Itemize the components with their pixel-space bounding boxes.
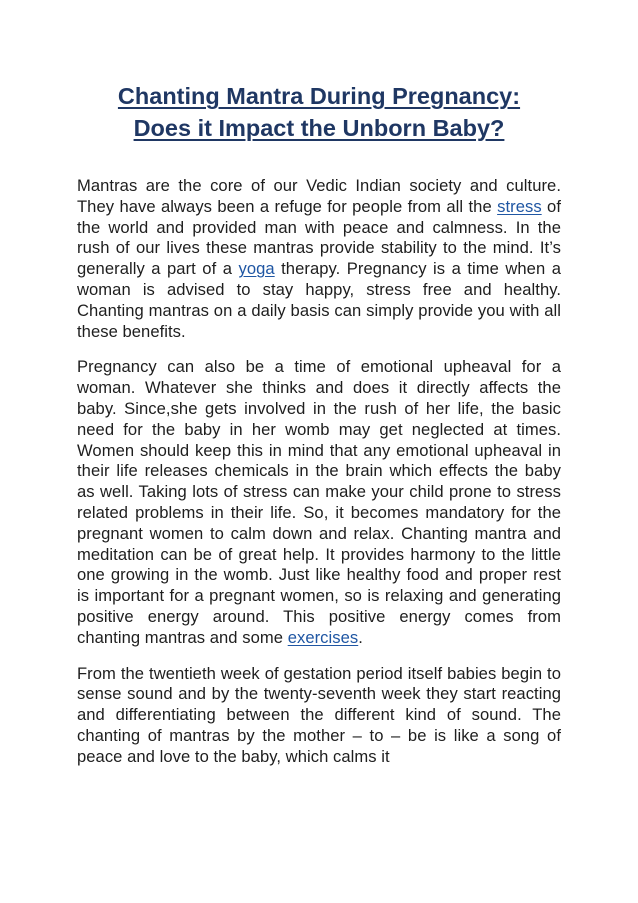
paragraph-2 [77, 357, 561, 648]
page-title-line-2: Does it Impact the Unborn Baby? [133, 115, 505, 141]
paragraph-3 [77, 664, 561, 768]
paragraph-3-text: From the twentieth week of gestation period itself babies begin to sense sound and by the twenty-seventh week they start reacting and differentiating between the different kind of sound. The chanting of mantras by the mother – to – be is like a song of peace and love to the baby, which calms it [77, 663, 561, 766]
paragraph-1-text-b: of the world and provided man with peace and calmness. In the rush of our lives these mantras provide stability to the mind. It’s generally a part of a [77, 196, 561, 279]
paragraph-1 [77, 176, 561, 342]
paragraph-2-text-a: Pregnancy can also be a time of emotional upheaval for a woman. Whatever she thinks and does it directly affects the baby. Since,she gets involved in the rush of her life, the basic need for the baby in her womb may get neglected at times. Women should keep this in mind that any emotional upheaval in their life releases chemicals in the brain which effects the baby as well. Taking lots of stress can make your child prone to stress related problems in their life. So, it becomes mandatory for the pregnant women to calm down and relax. Chanting mantra and meditation can be of great help. It provides harmony to the little one growing in the womb. Just like healthy food and proper rest is important for a pregnant women, so is relaxing and generating positive energy around. This positive energy comes from chanting mantras and some [77, 357, 561, 647]
exercises-link[interactable]: exercises [287, 627, 359, 647]
yoga-link[interactable]: yoga [238, 259, 275, 279]
page-title-line-1: Chanting Mantra During Pregnancy: [117, 83, 521, 109]
paragraph-2-text-b: . [358, 627, 363, 647]
stress-link[interactable]: stress [497, 196, 542, 216]
page-title [77, 80, 561, 144]
paragraph-1-text-a: Mantras are the core of our Vedic Indian society and culture. They have always been a refuge for people from all the [77, 176, 561, 216]
paragraph-1-text-c: therapy. Pregnancy is a time when a woman is advised to stay happy, stress free and healthy. Chanting mantras on a daily basis can simply provide you with all these benefits. [77, 259, 561, 341]
